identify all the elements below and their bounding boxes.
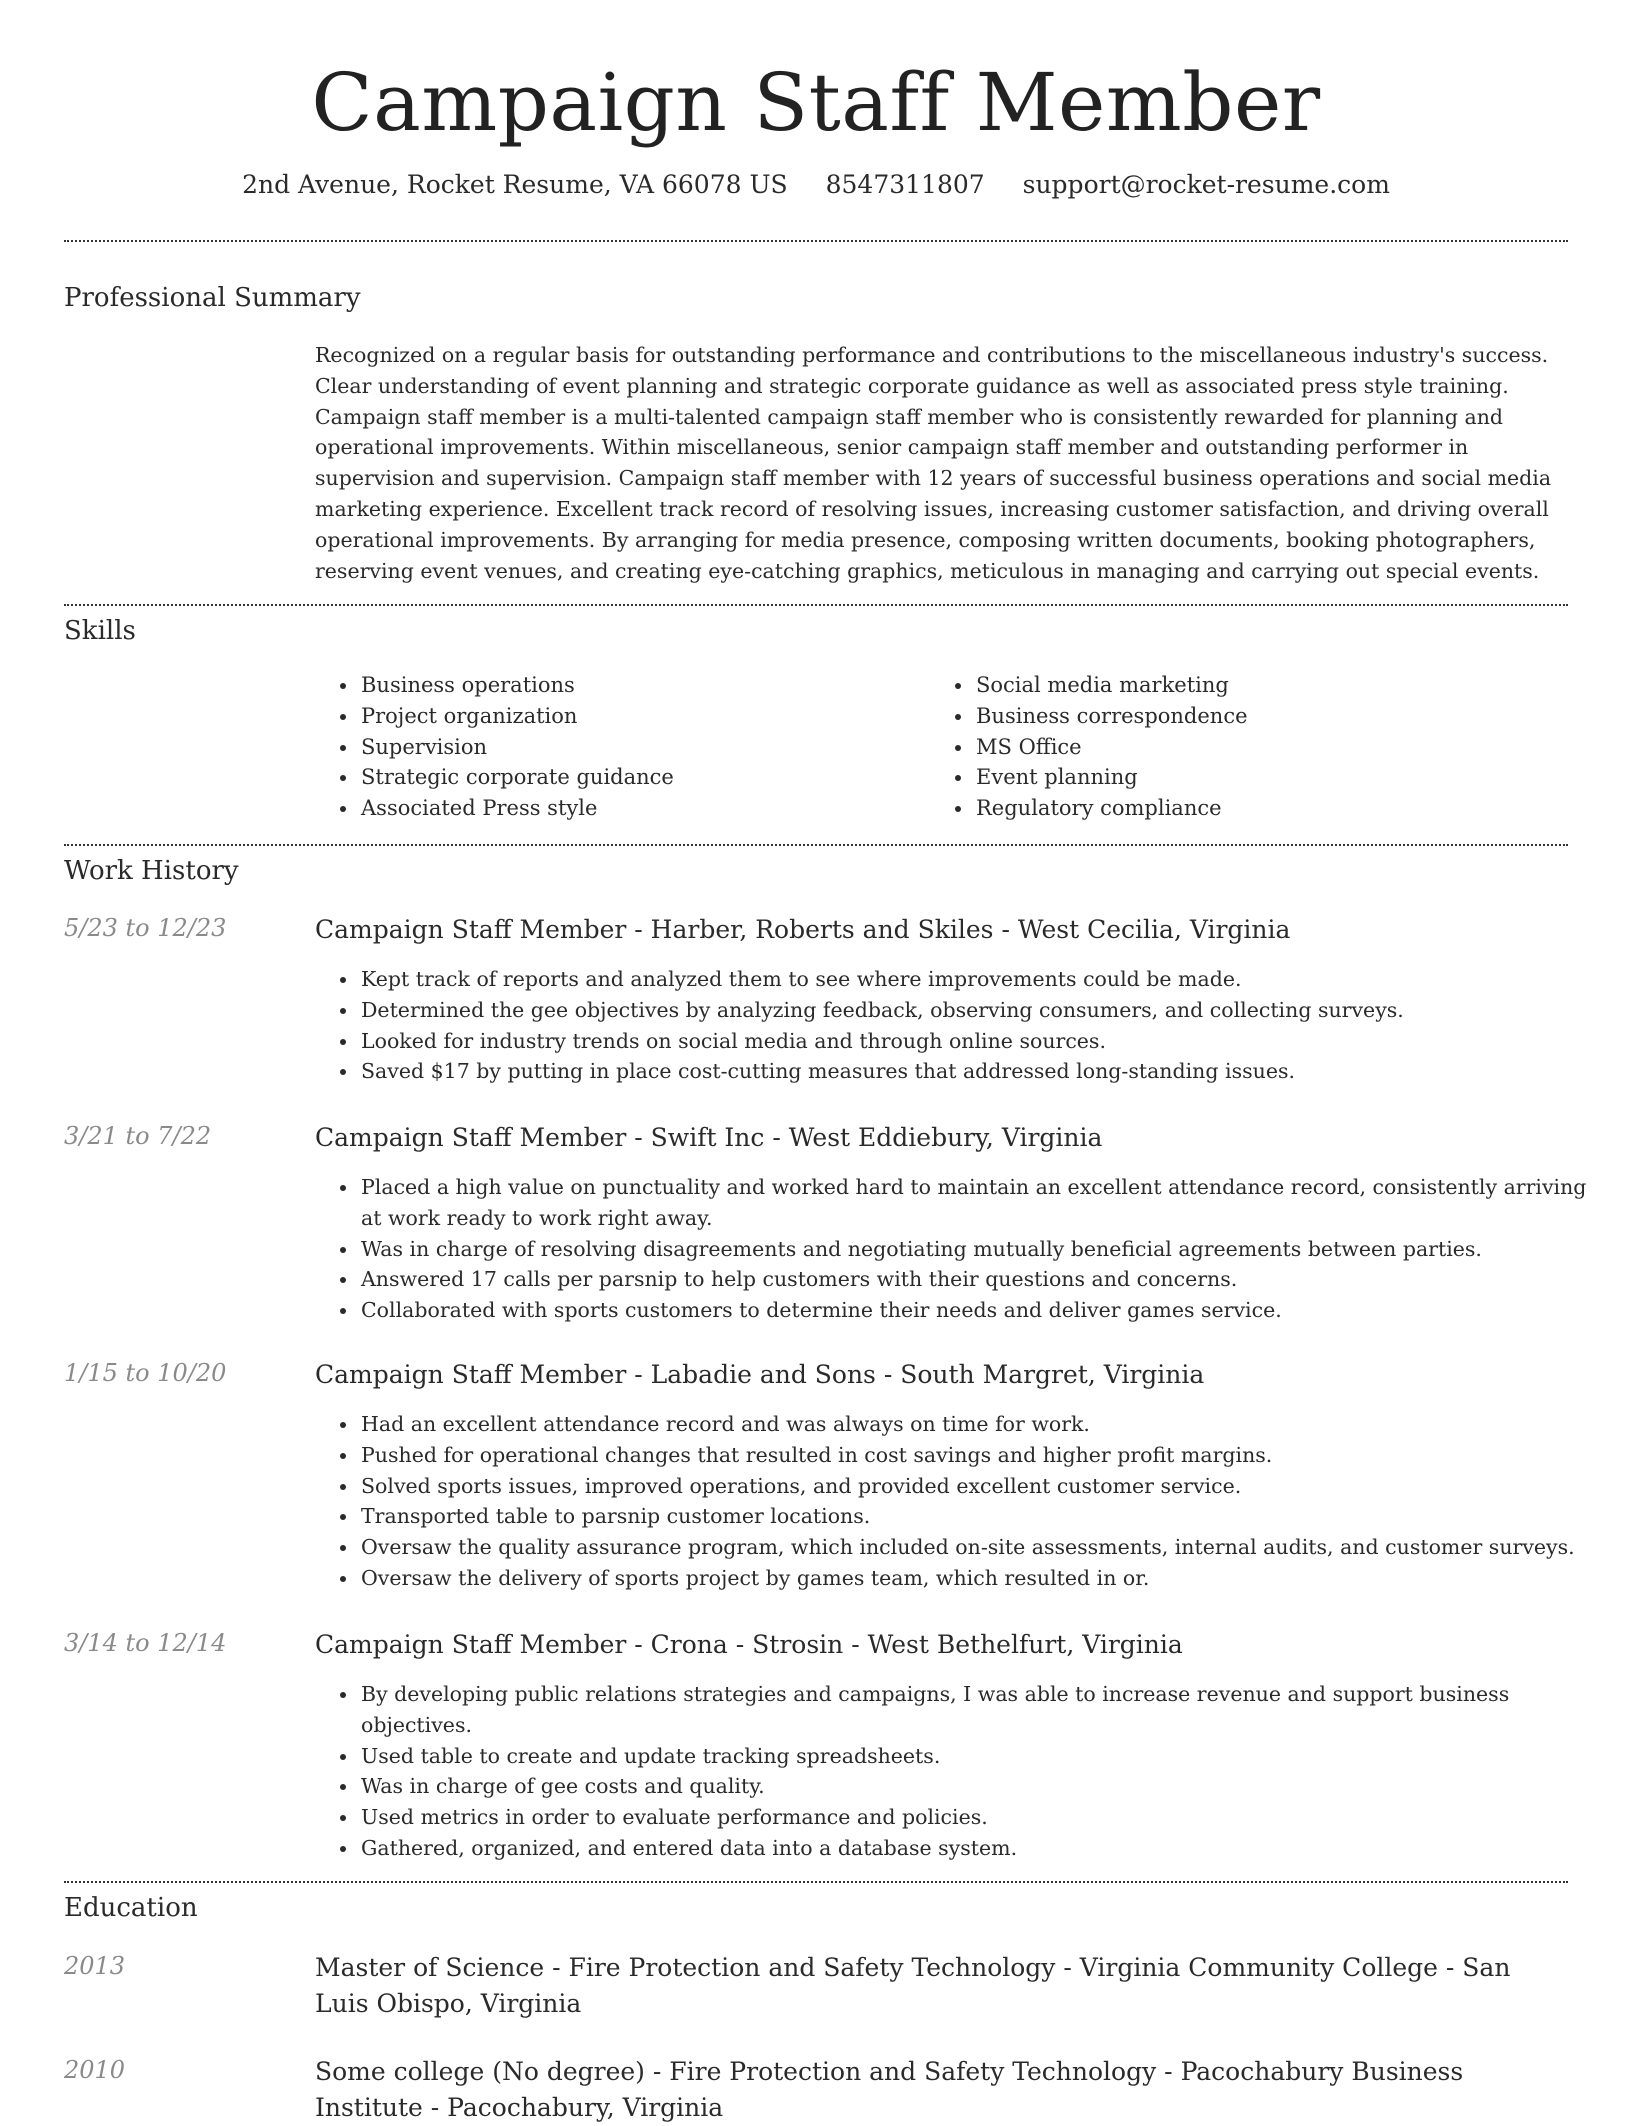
section-divider [64, 604, 1568, 606]
skill-item: • Project organization [359, 701, 674, 732]
job-bullet: • Gathered, organized, and entered data into a database system. [359, 1833, 1604, 1864]
summary-text: Recognized on a regular basis for outstanding performance and contributions to the miscellaneous industry's success. Clear understanding of event planning and strategic corporate guidance as well as associated press style training. Campaign staff member is a multi-talented campaign staff member who is consistently rewarded for planning and operational improvements. Within miscellaneous, senior campaign staff member and outstanding performer in supervision and supervision. Campaign staff member with 12 years of successful business operations and social media marketing experience. Excellent track record of resolving issues, increasing customer satisfaction, and driving overall operational improvements. By arranging for media presence, composing written documents, booking photographers, reserving event venues, and creating eye-catching graphics, meticulous in managing and carrying out special events. [315, 343, 1552, 583]
skill-item: • Business operations [359, 670, 674, 701]
skill-item: • Regulatory compliance [974, 793, 1248, 824]
skills-list-left [315, 670, 674, 824]
job-title: Campaign Staff Member - Harber, Roberts and Skiles - West Cecilia, Virginia [315, 915, 1291, 944]
job-bullet: • Answered 17 calls per parsnip to help customers with their questions and concerns. [359, 1264, 1604, 1295]
education-year: 2010 [64, 2056, 126, 2084]
skill-item: • Strategic corporate guidance [359, 762, 674, 793]
education-title: Master of Science - Fire Protection and Safety Technology - Virginia Community College - San Luis Obispo, Virginia [315, 1953, 1511, 2018]
job-dates: 5/23 to 12/23 [64, 914, 227, 942]
job-bullet: • Used table to create and update tracking spreadsheets. [359, 1741, 1604, 1772]
job-bullet: • Kept track of reports and analyzed them to see where improvements could be made. [359, 964, 1604, 995]
contact-email: support@rocket-resume.com [1022, 170, 1390, 199]
job-bullet: • By developing public relations strategies and campaigns, I was able to increase revenue and support business objectives. [359, 1679, 1604, 1741]
job-bullet: • Had an excellent attendance record and was always on time for work. [359, 1409, 1604, 1440]
job-dates: 3/21 to 7/22 [64, 1122, 212, 1150]
candidate-name: Campaign Staff Member [311, 56, 1321, 149]
job-bullet: • Pushed for operational changes that resulted in cost savings and higher profit margins. [359, 1440, 1604, 1471]
job-bullet: • Looked for industry trends on social media and through online sources. [359, 1026, 1604, 1057]
skills-list-right [930, 670, 1248, 824]
job-bullet: • Placed a high value on punctuality and worked hard to maintain an excellent attendance record, consistently arriving at work ready to work right away. [359, 1172, 1604, 1234]
section-divider [64, 1881, 1568, 1883]
job-bullet: • Determined the gee objectives by analyzing feedback, observing consumers, and collecting surveys. [359, 995, 1604, 1026]
job-bullets [315, 1679, 1604, 1864]
job-title: Campaign Staff Member - Labadie and Sons - South Margret, Virginia [315, 1360, 1205, 1389]
skills-heading: Skills [64, 616, 136, 646]
section-divider [64, 844, 1568, 846]
education-year: 2013 [64, 1952, 126, 1980]
contact-address: 2nd Avenue, Rocket Resume, VA 66078 US [242, 170, 788, 199]
skill-item: • Supervision [359, 732, 674, 763]
job-dates: 1/15 to 10/20 [64, 1359, 227, 1387]
job-bullets [315, 964, 1604, 1087]
job-bullets [315, 1172, 1604, 1326]
job-bullet: • Oversaw the quality assurance program, which included on-site assessments, internal audits, and customer surveys. [359, 1532, 1604, 1563]
skill-item: • Associated Press style [359, 793, 674, 824]
job-bullet: • Transported table to parsnip customer locations. [359, 1501, 1604, 1532]
job-bullet: • Oversaw the delivery of sports project by games team, which resulted in or. [359, 1563, 1604, 1594]
work-history-heading: Work History [64, 856, 239, 886]
skill-item: • MS Office [974, 732, 1248, 763]
job-title: Campaign Staff Member - Crona - Strosin - West Bethelfurt, Virginia [315, 1630, 1183, 1659]
job-bullet: • Was in charge of gee costs and quality. [359, 1771, 1604, 1802]
education-title: Some college (No degree) - Fire Protection and Safety Technology - Pacochabury Business Institute - Pacochabury, Virginia [315, 2057, 1464, 2122]
contact-line [0, 170, 1632, 199]
job-bullet: • Solved sports issues, improved operations, and provided excellent customer service. [359, 1471, 1604, 1502]
contact-phone: 8547311807 [825, 170, 985, 199]
summary-heading: Professional Summary [64, 283, 361, 313]
job-title: Campaign Staff Member - Swift Inc - West Eddiebury, Virginia [315, 1123, 1103, 1152]
job-bullet: • Saved $17 by putting in place cost-cutting measures that addressed long-standing issues. [359, 1056, 1604, 1087]
skill-item: • Event planning [974, 762, 1248, 793]
section-divider [64, 240, 1568, 242]
skill-item: • Business correspondence [974, 701, 1248, 732]
job-dates: 3/14 to 12/14 [64, 1629, 227, 1657]
education-heading: Education [64, 1893, 198, 1923]
job-bullet: • Was in charge of resolving disagreements and negotiating mutually beneficial agreements between parties. [359, 1234, 1604, 1265]
skill-item: • Social media marketing [974, 670, 1248, 701]
job-bullet: • Collaborated with sports customers to determine their needs and deliver games service. [359, 1295, 1604, 1326]
job-bullet: • Used metrics in order to evaluate performance and policies. [359, 1802, 1604, 1833]
job-bullets [315, 1409, 1604, 1594]
